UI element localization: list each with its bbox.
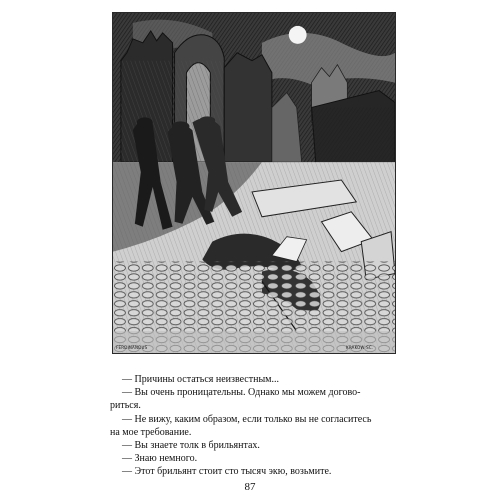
engraver-signature-right: KRAKOW SC. — [346, 345, 374, 350]
text-line: риться. — [110, 400, 141, 412]
text-line: — Вы знаете толк в брильянтах. — [122, 440, 260, 452]
page-number: 87 — [244, 481, 256, 493]
dialogue-text — [110, 373, 406, 479]
text-line: — Знаю немного. — [122, 453, 198, 465]
text-line: на мое требование. — [110, 426, 192, 438]
moon — [289, 26, 307, 44]
text-line: — Причины остаться неизвестным... — [122, 374, 280, 385]
engraving-illustration — [112, 12, 396, 354]
engraver-signature-left: FERDINANDUS — [116, 345, 148, 350]
text-line: — Не вижу, каким образом, если только вы не согласитесь — [122, 413, 372, 425]
text-line: — Этот брильянт стоит сто тысяч экю, возьмите. — [122, 466, 332, 478]
text-line: — Вы очень проницательны. Однако мы можем догово- — [122, 387, 361, 399]
engraving-night-ruins-scene — [113, 13, 395, 353]
